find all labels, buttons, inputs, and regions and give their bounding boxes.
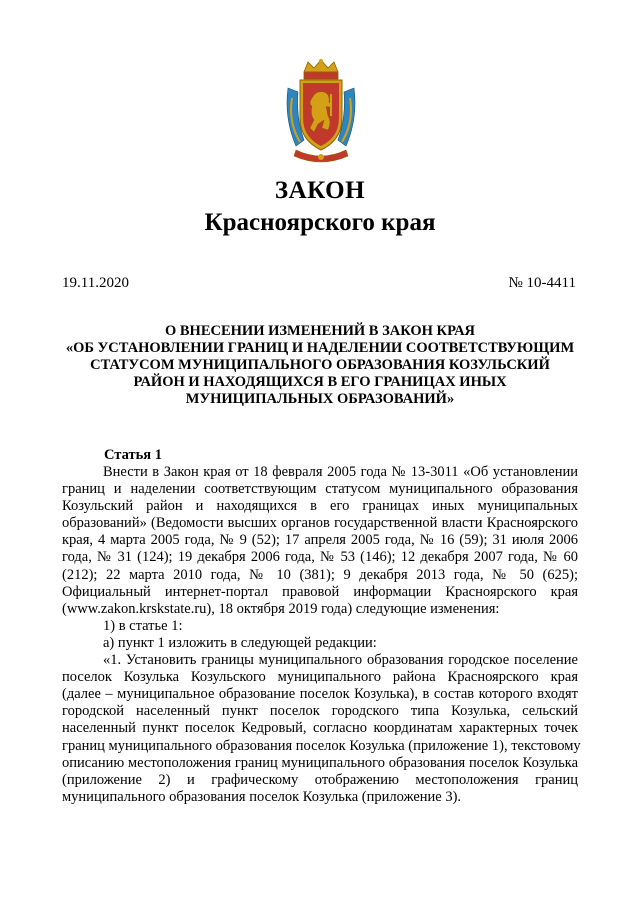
body-line: муниципального образования поселок Козулька (приложение 3). (62, 788, 462, 805)
body-line: городской населенный пункт поселок городского типа Козулька, сельский (62, 703, 578, 720)
body-line: края, 4 марта 2005 года, № 9 (52); 17 апреля 2005 года, № 16 (59); 31 июля 2006 (62, 532, 578, 549)
body-line: Официальный интернет-портал правовой информации Красноярского края (62, 583, 578, 600)
body-line: а) пункт 1 изложить в следующей редакции: (103, 634, 377, 651)
body-line: 1) в статье 1: (103, 617, 183, 634)
body-line: границ и наделении соответствующим статусом муниципального образования (62, 481, 578, 498)
body-line: года, № 31 (124); 19 декабря 2006 года, № 53 (146); 12 декабря 2007 года, № 60 (62, 549, 578, 566)
document-title: ЗАКОН (274, 177, 366, 204)
article-body (62, 464, 581, 806)
law-title-line: СТАТУСОМ МУНИЦИПАЛЬНОГО ОБРАЗОВАНИЯ КОЗУЛЬСКИЙ (90, 357, 550, 373)
body-line: поселок Козулька Козульского муниципального района Красноярского края (62, 669, 578, 686)
law-title-line: О ВНЕСЕНИИ ИЗМЕНЕНИЙ В ЗАКОН КРАЯ (164, 323, 476, 339)
body-line: (приложение 2) и графическому отображению местоположения границ (62, 771, 578, 788)
body-line: Внести в Закон края от 18 февраля 2005 года № 13-3011 «Об установлении (103, 464, 578, 480)
body-line: описанию местоположения границ муниципального образования поселок Козулька (62, 754, 578, 771)
ribbon-icon (294, 150, 348, 162)
body-line: населенный пункт поселок Кедровый, согласно координатам характерных точек (62, 720, 578, 737)
body-line: (www.zakon.krskstate.ru), 18 октября 2019 года) следующие изменения: (62, 600, 500, 617)
body-line: образований» (Ведомости высших органов государственной власти Красноярского (62, 515, 578, 532)
body-line: (далее – муниципальное образование поселок Козулька), в состав которого входят (62, 686, 578, 703)
law-number: № 10-4411 (508, 275, 576, 291)
body-line: границ муниципального образования поселок Козулька (приложение 1), текстовому (62, 737, 581, 754)
document-subtitle: Красноярского края (204, 209, 436, 236)
crown-icon (304, 59, 338, 79)
law-title (62, 323, 578, 408)
law-title-line: РАЙОН И НАХОДЯЩИХСЯ В ЕГО ГРАНИЦАХ ИНЫХ (133, 374, 507, 390)
coat-of-arms-emblem (282, 58, 360, 168)
article-heading: Статья 1 (104, 447, 162, 463)
shield-icon (300, 80, 342, 150)
law-title-line: «ОБ УСТАНОВЛЕНИИ ГРАНИЦ И НАДЕЛЕНИИ СООТВЕТСТВУЮЩИМ (65, 340, 575, 356)
body-line: «1. Установить границы муниципального образования городское поселение (103, 652, 578, 669)
law-date: 19.11.2020 (62, 275, 129, 291)
body-line: (212); 22 марта 2010 года, № 10 (381); 9 декабря 2013 года, № 50 (625); (62, 566, 578, 583)
law-title-line: МУНИЦИПАЛЬНЫХ ОБРАЗОВАНИЙ» (185, 391, 455, 407)
body-line: Козульский район и находящихся в его границах иных муниципальных (62, 498, 578, 515)
